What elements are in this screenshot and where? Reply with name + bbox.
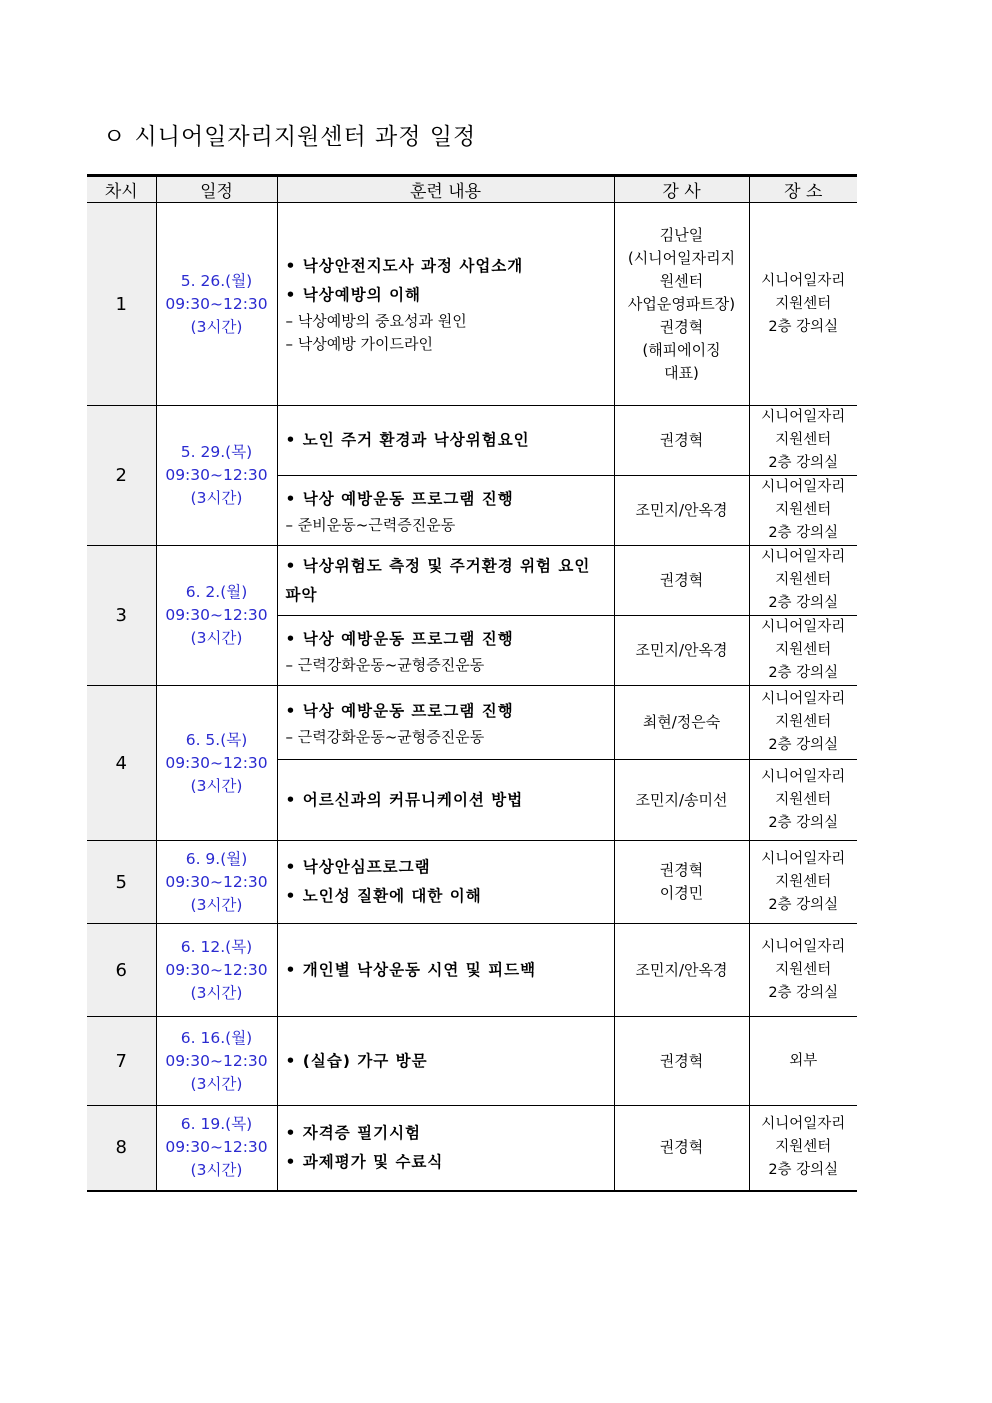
place-line: 시니어일자리 — [761, 850, 846, 867]
place-line: 2층 강의실 — [768, 525, 839, 541]
place — [749, 476, 857, 546]
training-content — [277, 546, 614, 616]
place — [749, 616, 857, 686]
date-line: (3시간) — [190, 317, 243, 336]
place-line: 지원센터 — [775, 432, 832, 448]
place-line: 지원센터 — [775, 642, 832, 658]
place-line: 2층 강의실 — [768, 595, 839, 611]
place-line: 2층 강의실 — [768, 814, 839, 831]
instructor — [614, 1106, 749, 1191]
table-row — [87, 1106, 857, 1191]
date-line: 6. 5.(목) — [185, 730, 248, 749]
session-number: 5 — [87, 841, 156, 924]
session-date — [156, 1017, 277, 1106]
date-line: 5. 29.(목) — [180, 443, 253, 461]
session-date — [156, 1106, 277, 1191]
place — [749, 841, 857, 924]
table-row — [87, 406, 857, 476]
content-bullet-item: • 낙상 예방운동 프로그램 진행 — [285, 489, 514, 508]
instructor — [614, 760, 749, 841]
content-dash-item: – 근력강화운동~균형증진운동 — [285, 727, 485, 746]
header-place: 장 소 — [749, 176, 857, 203]
place-line: 2층 강의실 — [768, 1162, 839, 1179]
date-line: 09:30~12:30 — [165, 753, 268, 772]
date-line: (3시간) — [190, 489, 243, 507]
content-bullet-item: • 노인 주거 환경과 낙상위험요인 — [285, 431, 530, 449]
instructor-line: 조민지/안옥경 — [635, 641, 728, 659]
content-bullet-item: • 낙상 예방운동 프로그램 진행 — [285, 701, 514, 720]
place — [749, 546, 857, 616]
date-line: 6. 2.(월) — [185, 583, 248, 601]
place-line: 2층 강의실 — [768, 737, 839, 753]
place — [749, 924, 857, 1017]
instructor-line: 권경혁 — [659, 431, 704, 449]
training-content — [277, 616, 614, 686]
instructor-line: 조민지/안옥경 — [635, 960, 728, 979]
content-bullet-item: • 자격증 필기시험 — [285, 1123, 422, 1142]
training-content — [277, 924, 614, 1017]
place-line: 시니어일자리 — [761, 479, 846, 495]
date-line: 09:30~12:30 — [165, 960, 268, 979]
place-line: 시니어일자리 — [761, 691, 846, 707]
instructor — [614, 203, 749, 406]
place-line: 시니어일자리 — [761, 619, 846, 635]
content-dash-item: – 낙상예방의 중요성과 원인 — [285, 312, 467, 330]
instructor-line: (해피에이징 — [642, 340, 721, 359]
instructor-line: 권경혁 — [659, 571, 704, 589]
place — [749, 1017, 857, 1106]
instructor — [614, 616, 749, 686]
table-header — [87, 176, 857, 203]
place-line: 지원센터 — [775, 714, 832, 730]
place — [749, 760, 857, 841]
date-line: 6. 9.(월) — [185, 849, 248, 868]
date-line: (3시간) — [190, 983, 243, 1002]
schedule-table — [87, 174, 857, 1192]
instructor-line: 권경혁 — [659, 1138, 704, 1157]
date-line: 09:30~12:30 — [165, 1138, 268, 1157]
place-line: 지원센터 — [775, 873, 832, 890]
training-content — [277, 476, 614, 546]
instructor-line: 조민지/송미선 — [635, 790, 728, 809]
place-line: 지원센터 — [775, 295, 832, 312]
place-line: 시니어일자리 — [761, 938, 846, 955]
table-row — [87, 686, 857, 760]
place-line: 시니어일자리 — [761, 549, 846, 565]
instructor-line: 사업운영파트장) — [627, 294, 736, 313]
session-number: 3 — [87, 546, 156, 686]
session-number: 1 — [87, 203, 156, 406]
table-row — [87, 1017, 857, 1106]
table-row — [87, 203, 857, 406]
session-date — [156, 924, 277, 1017]
table-row — [87, 841, 857, 924]
instructor — [614, 924, 749, 1017]
instructor — [614, 841, 749, 924]
header-date: 일정 — [156, 176, 277, 203]
place-line: 시니어일자리 — [761, 1116, 846, 1133]
content-bullet-item: • 낙상예방의 이해 — [285, 286, 422, 304]
place-line: 2층 강의실 — [768, 455, 839, 471]
place-line: 시니어일자리 — [761, 768, 846, 785]
content-bullet-item: • 어르신과의 커뮤니케이션 방법 — [285, 790, 524, 809]
training-content — [277, 406, 614, 476]
session-number: 7 — [87, 1017, 156, 1106]
content-dash-item: – 준비운동~근력증진운동 — [285, 515, 456, 534]
session-number: 2 — [87, 406, 156, 546]
session-date — [156, 203, 277, 406]
place-line: 지원센터 — [775, 1139, 832, 1156]
training-content — [277, 760, 614, 841]
date-line: (3시간) — [190, 776, 243, 795]
date-line: 6. 19.(목) — [180, 1115, 253, 1134]
session-date — [156, 546, 277, 686]
instructor-line: 권경혁 — [659, 317, 704, 336]
training-content — [277, 1017, 614, 1106]
date-line: (3시간) — [190, 895, 243, 914]
content-dash-item: – 근력강화운동~균형증진운동 — [285, 655, 485, 674]
place — [749, 1106, 857, 1191]
instructor-line: 조민지/안옥경 — [635, 501, 728, 519]
content-bullet-item: • 낙상안심프로그램 — [285, 858, 431, 876]
place-line: 지원센터 — [775, 572, 832, 588]
instructor — [614, 546, 749, 616]
instructor-line: 대표) — [664, 363, 699, 382]
session-number: 6 — [87, 924, 156, 1017]
session-date — [156, 686, 277, 841]
date-line: (3시간) — [190, 629, 243, 647]
place-line: 지원센터 — [775, 961, 832, 978]
content-bullet-item: • 낙상안전지도사 과정 사업소개 — [285, 257, 524, 275]
date-line: 6. 12.(목) — [180, 937, 253, 956]
date-line: (3시간) — [190, 1074, 243, 1093]
instructor-line: 이경민 — [659, 884, 704, 902]
place-line: 지원센터 — [775, 502, 832, 518]
instructor-line: (시니어일자리지 — [627, 248, 736, 267]
place-line: 2층 강의실 — [768, 318, 839, 335]
content-bullet-item: • 과제평가 및 수료식 — [285, 1152, 444, 1171]
place-line: 시니어일자리 — [761, 272, 846, 289]
instructor-line: 최현/정은숙 — [642, 713, 721, 731]
content-bullet-item: • 개인별 낙상운동 시연 및 피드백 — [285, 960, 537, 979]
page-title: ㅇ 시니어일자리지원센터 과정 일정 — [103, 124, 477, 150]
place-line: 외부 — [789, 1052, 818, 1069]
header-instructor: 강 사 — [614, 176, 749, 203]
table-row — [87, 924, 857, 1017]
content-bullet-item: • (실습) 가구 방문 — [285, 1051, 428, 1070]
instructor — [614, 686, 749, 760]
training-content — [277, 203, 614, 406]
content-bullet-item: • 낙상 예방운동 프로그램 진행 — [285, 629, 514, 648]
place — [749, 406, 857, 476]
instructor-line: 권경혁 — [659, 1051, 704, 1070]
instructor-line: 원센터 — [659, 271, 704, 290]
content-bullet-item: • 낙상위험도 측정 및 주거환경 위험 요인 파악 — [285, 556, 591, 604]
place-line: 시니어일자리 — [761, 409, 846, 425]
table-row — [87, 546, 857, 616]
date-line: 09:30~12:30 — [165, 606, 268, 624]
date-line: 09:30~12:30 — [165, 294, 268, 313]
session-date — [156, 841, 277, 924]
place — [749, 686, 857, 760]
place-line: 2층 강의실 — [768, 984, 839, 1001]
content-dash-item: – 낙상예방 가이드라인 — [285, 335, 433, 353]
session-number: 8 — [87, 1106, 156, 1191]
instructor — [614, 476, 749, 546]
date-line: 09:30~12:30 — [165, 872, 268, 891]
place-line: 2층 강의실 — [768, 896, 839, 913]
place — [749, 203, 857, 406]
date-line: 6. 16.(월) — [180, 1028, 253, 1047]
instructor — [614, 1017, 749, 1106]
training-content — [277, 686, 614, 760]
place-line: 지원센터 — [775, 791, 832, 808]
instructor — [614, 406, 749, 476]
header-session: 차시 — [87, 176, 156, 203]
instructor-line: 김난일 — [659, 225, 704, 244]
date-line: 09:30~12:30 — [165, 1051, 268, 1070]
place-line: 2층 강의실 — [768, 665, 839, 681]
instructor-line: 권경혁 — [659, 861, 704, 879]
session-number: 4 — [87, 686, 156, 841]
content-bullet-item: • 노인성 질환에 대한 이해 — [285, 887, 482, 905]
date-line: (3시간) — [190, 1161, 243, 1180]
training-content — [277, 1106, 614, 1191]
header-content: 훈련 내용 — [277, 176, 614, 203]
date-line: 09:30~12:30 — [165, 466, 268, 484]
date-line: 5. 26.(월) — [180, 271, 253, 290]
training-content — [277, 841, 614, 924]
session-date — [156, 406, 277, 546]
